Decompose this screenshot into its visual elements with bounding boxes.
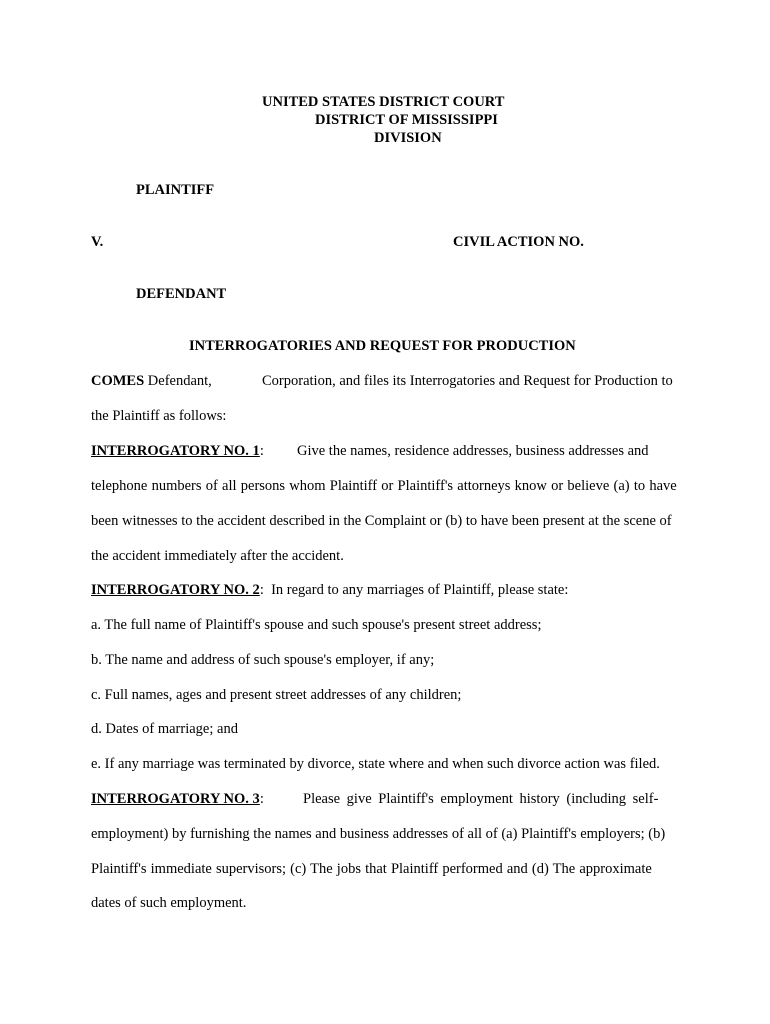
defendant-label: DEFENDANT bbox=[136, 286, 227, 302]
interrogatory-2-item-c: c. Full names, ages and present street addresses of any children; bbox=[91, 687, 462, 703]
court-name: UNITED STATES DISTRICT COURT bbox=[262, 94, 505, 110]
intro-defendant: Defendant, bbox=[144, 373, 212, 389]
intro-line-2: the Plaintiff as follows: bbox=[91, 408, 227, 424]
intro-line-1 bbox=[91, 373, 212, 390]
plaintiff-label: PLAINTIFF bbox=[136, 182, 215, 198]
interrogatory-3-line-2: employment) by furnishing the names and business addresses of all of (a) Plaintiff's employers; (b) bbox=[91, 826, 666, 842]
interrogatory-1-line-4: the accident immediately after the accident. bbox=[91, 548, 344, 564]
interrogatory-2-item-e: e. If any marriage was terminated by divorce, state where and when such divorce action was filed. bbox=[91, 756, 660, 772]
interrogatory-3-line-4: dates of such employment. bbox=[91, 895, 247, 911]
court-district: DISTRICT OF MISSISSIPPI bbox=[315, 112, 498, 128]
interrogatory-3-line-1: Please give Plaintiff's employment history (including self- bbox=[303, 791, 659, 807]
interrogatory-2-heading: INTERROGATORY NO. 2: In regard to any marriages of Plaintiff, please state: bbox=[91, 582, 569, 598]
interrogatory-2-item-b: b. The name and address of such spouse's employer, if any; bbox=[91, 652, 435, 668]
interrogatory-1-line-3: been witnesses to the accident described in the Complaint or (b) to have been present at the scene of bbox=[91, 513, 672, 529]
intro-corporation-text: Corporation, and files its Interrogatories and Request for Production to bbox=[262, 373, 673, 389]
interrogatory-3-heading: INTERROGATORY NO. 3: bbox=[91, 791, 264, 807]
interrogatory-3-label: INTERROGATORY NO. 3 bbox=[91, 791, 260, 807]
interrogatory-2-item-a: a. The full name of Plaintiff's spouse and such spouse's present street address; bbox=[91, 617, 542, 633]
comes-word: COMES bbox=[91, 373, 145, 389]
interrogatory-2-text: In regard to any marriages of Plaintiff, please state: bbox=[271, 582, 569, 598]
interrogatory-2-item-d: d. Dates of marriage; and bbox=[91, 721, 238, 737]
versus-label: V. bbox=[91, 234, 104, 250]
interrogatory-3-line-3: Plaintiff's immediate supervisors; (c) The jobs that Plaintiff performed and (d) The approximate bbox=[91, 861, 652, 877]
document-title: INTERROGATORIES AND REQUEST FOR PRODUCTION bbox=[189, 338, 576, 354]
interrogatory-1-label: INTERROGATORY NO. 1 bbox=[91, 443, 260, 459]
interrogatory-2-label: INTERROGATORY NO. 2 bbox=[91, 582, 260, 598]
interrogatory-1-line-1: Give the names, residence addresses, business addresses and bbox=[297, 443, 649, 459]
interrogatory-1-line-2: telephone numbers of all persons whom Plaintiff or Plaintiff's attorneys know or believe (a) to have bbox=[91, 478, 677, 494]
court-division: DIVISION bbox=[374, 130, 442, 146]
interrogatory-1-heading: INTERROGATORY NO. 1: bbox=[91, 443, 264, 459]
civil-action-label: CIVIL ACTION NO. bbox=[453, 234, 584, 250]
